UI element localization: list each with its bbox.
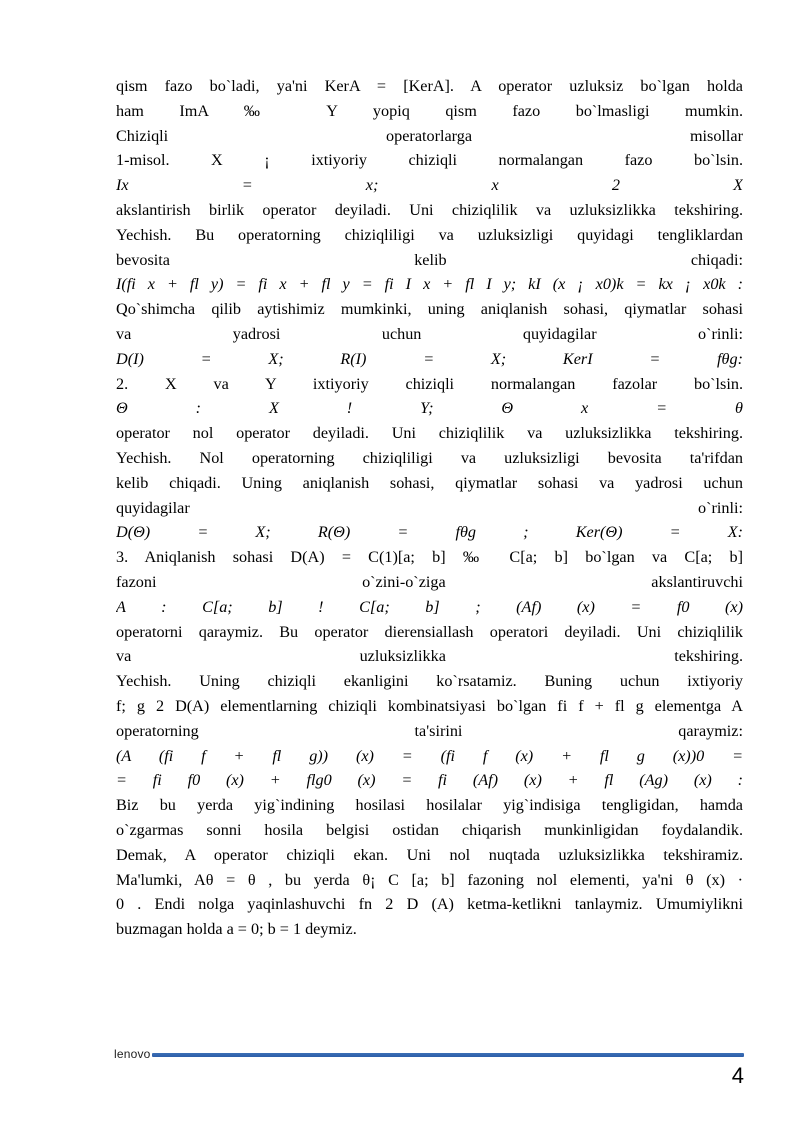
formula-line: I(fi x + fl y) = fi x + fl y = fi I x + fl I y; kI (x ¡ x0)k = kx ¡ x0k : [116, 275, 743, 294]
text-line: operator nol operator deyiladi. Uni chiziqlilik va uzluksizlikka tekshiring. [116, 424, 743, 443]
formula-line: = fi f0 (x) + flg0 (x) = fi (Af) (x) + fl (Ag) (x) : [116, 771, 743, 790]
text-line: ham ImA ‰ Y yopiq qism fazo bo`lmasligi mumkin. [116, 101, 743, 120]
formula-line: (A (fi f + fl g)) (x) = (fi f (x) + fl g (x))0 = [116, 746, 743, 765]
text-line: va uzluksizlikka tekshiring. [116, 647, 743, 666]
text-line: Yechish. Bu operatorning chiziqliligi va uzluksizligi quyidagi tengliklardan [116, 225, 743, 244]
text-line: akslantirish birlik operator deyiladi. Uni chiziqlilik va uzluksizlikka tekshiring. [116, 200, 743, 219]
text-line: qism fazo bo`ladi, ya'ni KerA = [KerA]. A operator uzluksiz bo`lgan holda [116, 77, 743, 95]
text-line: Demak, A operator chiziqli ekan. Uni nol nuqtada uzluksizlikka tekshiramiz. [116, 845, 743, 864]
formula-line: D(I) = X; R(I) = X; KerI = fθg: [116, 349, 743, 368]
text-line: 1-misol. X ¡ ixtiyoriy chiziqli normalangan fazo bo`lsin. [116, 151, 743, 170]
formula-line: D(Θ) = X; R(Θ) = fθg ; Ker(Θ) = X: [116, 523, 743, 542]
text-line: f; g 2 D(A) elementlarning chiziqli kombinatsiyasi bo`lgan fi f + fl g elementga A [116, 696, 743, 715]
text-line: bevosita kelib chiqadi: [116, 250, 743, 269]
text-line: Biz bu yerda yig`indining hosilasi hosilalar yig`indisiga tengligidan, hamda [116, 796, 743, 815]
formula-line: Θ : X ! Y; Θ x = θ [116, 399, 743, 418]
text-line: Yechish. Uning chiziqli ekanligini ko`rsatamiz. Buning uchun ixtiyoriy [116, 672, 743, 691]
text-line: 2. X va Y ixtiyoriy chiziqli normalangan fazolar bo`lsin. [116, 374, 743, 393]
text-line: Qo`shimcha qilib aytishimiz mumkinki, uning aniqlanish sohasi, qiymatlar sohasi [116, 300, 743, 319]
text-line: quyidagilar o`rinli: [116, 498, 743, 517]
text-line: Yechish. Nol operatorning chiziqliligi va uzluksizligi bevosita ta'rifdan [116, 448, 743, 467]
text-line: kelib chiqadi. Uning aniqlanish sohasi, qiymatlar sohasi va yadrosi uchun [116, 473, 743, 492]
text-line: Chiziqli operatorlarga misollar [116, 126, 743, 145]
text-line: 3. Aniqlanish sohasi D(A) = C(1)[a; b] ‰ C[a; b] bo`lgan va C[a; b] [116, 548, 743, 567]
text-line: buzmagan holda a = 0; b = 1 deymiz. [116, 920, 357, 939]
footer-divider [152, 1053, 744, 1057]
text-line: fazoni o`zini-o`ziga akslantiruvchi [116, 572, 743, 591]
text-line: operatorning ta'sirini qaraymiz: [116, 721, 743, 740]
text-line: o`zgarmas sonni hosila belgisi ostidan chiqarish munkinligidan foydalandik. [116, 820, 743, 839]
text-line: Ma'lumki, Aθ = θ , bu yerda θ¡ C [a; b] fazoning nol elementi, ya'ni θ (x) · [116, 870, 743, 889]
text-line: operatorni qaraymiz. Bu operator dierensiallash operatori deyiladi. Uni chiziqlilik [116, 622, 743, 641]
body-text [116, 74, 743, 942]
text-line: va yadrosi uchun quyidagilar o`rinli: [116, 324, 743, 343]
text-line: 0 . Endi nolga yaqinlashuvchi fn 2 D (A) ketma-ketlikni tanlaymiz. Umumiylikni [116, 895, 743, 914]
formula-line: A : C[a; b] ! C[a; b] ; (Af) (x) = f0 (x) [116, 597, 743, 616]
formula-line: Ix = x; x 2 X [116, 176, 743, 195]
page-number: 4 [731, 1063, 744, 1088]
footer-brand: lenovo [114, 1047, 151, 1061]
